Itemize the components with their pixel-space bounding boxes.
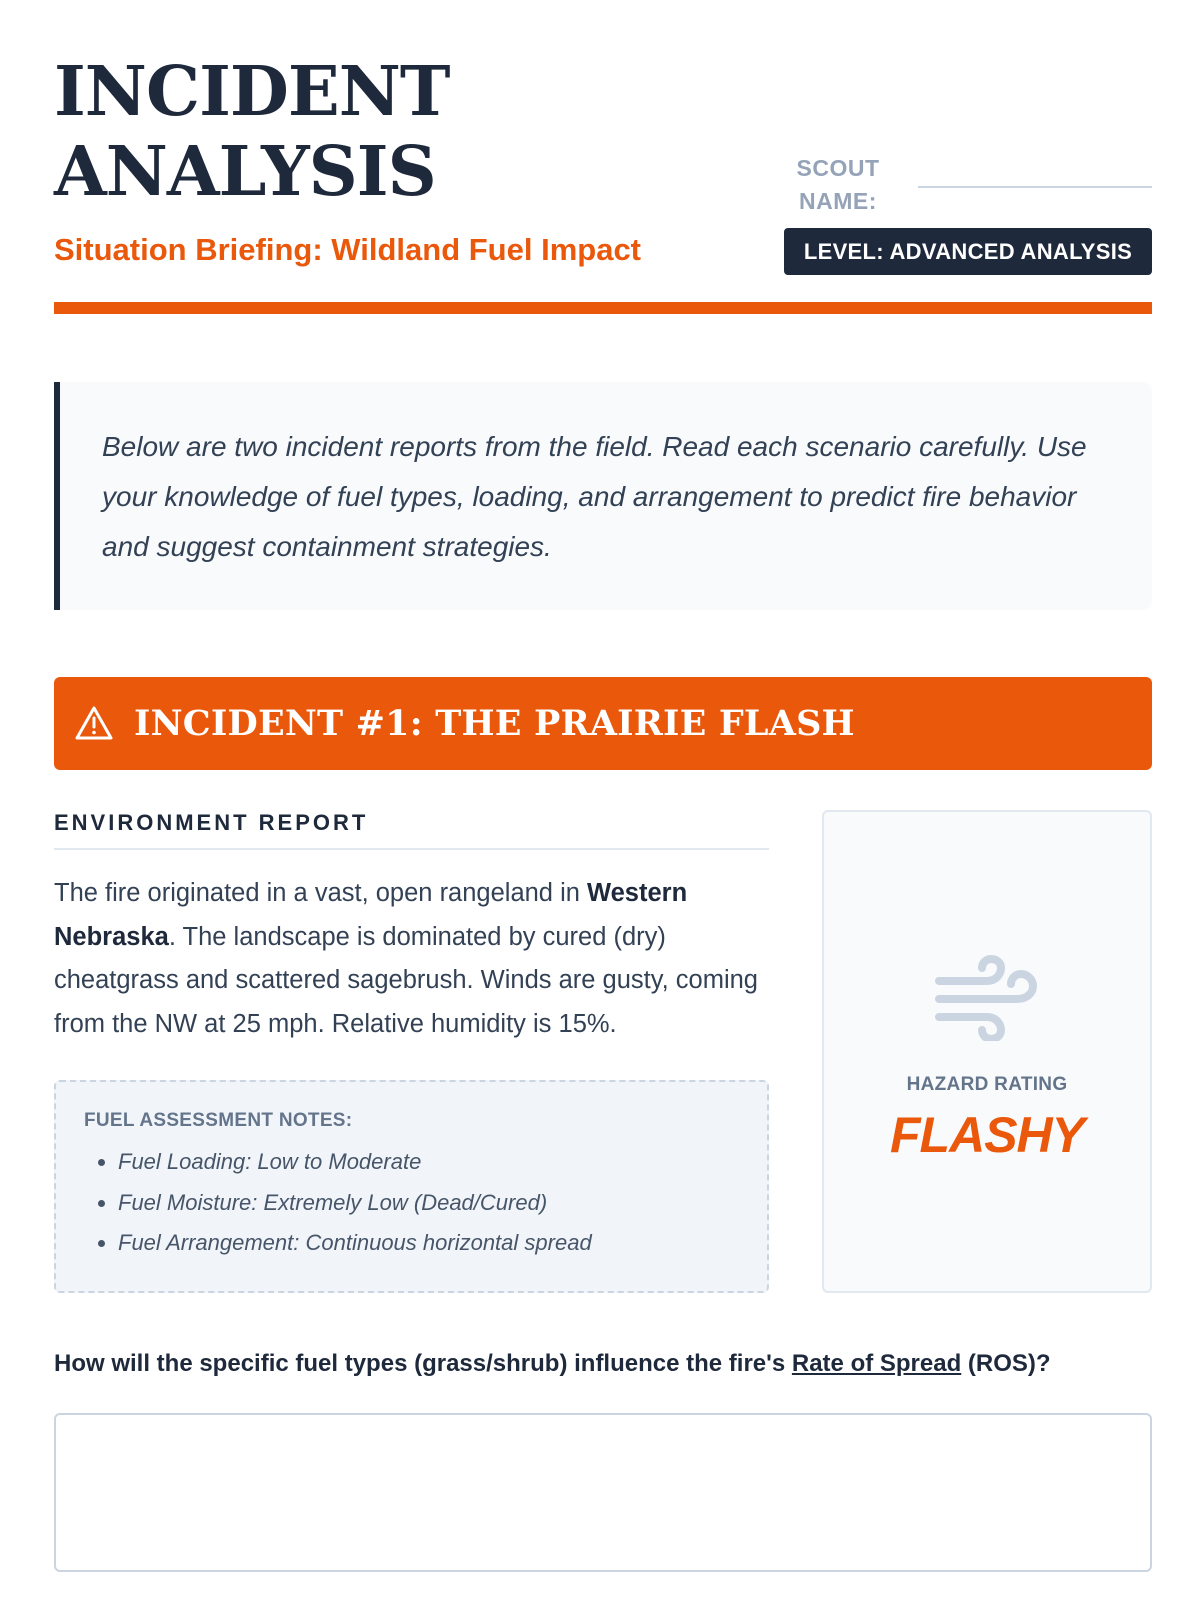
scout-label-line-1: SCOUT [796,155,880,181]
title-line-1: INCIDENT [54,52,450,132]
page-subtitle: Situation Briefing: Wildland Fuel Impact [54,232,642,267]
fuel-notes-title: FUEL ASSESSMENT NOTES: [84,1110,353,1131]
scout-name-field [784,152,1152,216]
environment-report [54,810,769,1255]
question-part-2: (ROS)? [961,1350,1051,1377]
wind-icon [935,955,1039,1041]
title-line-2: ANALYSIS [54,132,436,212]
scout-name-input-line[interactable] [918,186,1152,188]
hazard-rating-card [822,810,1152,1293]
page-title [54,52,449,212]
environment-report-text [54,872,769,1046]
level-badge: LEVEL: ADVANCED ANALYSIS [784,228,1152,275]
intro-callout [54,382,1152,610]
list-item: • Fuel Moisture: Extremely Low (Dead/Cured) [118,1183,739,1224]
header-divider [54,302,1152,314]
intro-text: Below are two incident reports from the field. Read each scenario carefully. Use your knowledge of fuel types, loading, and arrangement to predict fire behavior and suggest containment strategies. [102,431,1087,562]
env-text-part-2: . The landscape is dominated by cured (dry) cheatgrass and scattered sagebrush. Winds are gusty, coming from the NW at 25 mph. Relative humidity is 15%. [54,922,758,1038]
fuel-assessment-notes [54,1080,769,1293]
answer-textarea[interactable] [54,1413,1152,1572]
question-ros [54,1350,1152,1378]
env-text-location: Western Nebraska [54,879,688,951]
scout-label-line-2: NAME: [799,188,877,214]
incident-1-title: INCIDENT #1: THE PRAIRIE FLASH [134,703,855,744]
worksheet-page [54,0,1152,1377]
scout-name-label [784,152,892,218]
incident-1-banner [54,677,1152,770]
list-item: • Fuel Loading: Low to Moderate [118,1142,739,1183]
hazard-rating-label: HAZARD RATING [906,1074,1068,1095]
hazard-rating-value: FLASHY [890,1107,1084,1163]
worksheet-header [54,0,1152,316]
fuel-notes-list [84,1142,739,1264]
question-term: Rate of Spread [791,1350,962,1377]
list-item: • Fuel Arrangement: Continuous horizontal spread [118,1223,739,1264]
env-text-part-1: The fire originated in a vast, open rangeland in [54,879,588,907]
environment-report-heading: ENVIRONMENT REPORT [54,810,769,850]
question-part-1: How will the specific fuel types (grass/shrub) influence the fire's [54,1350,792,1377]
warning-triangle-icon [74,705,114,741]
